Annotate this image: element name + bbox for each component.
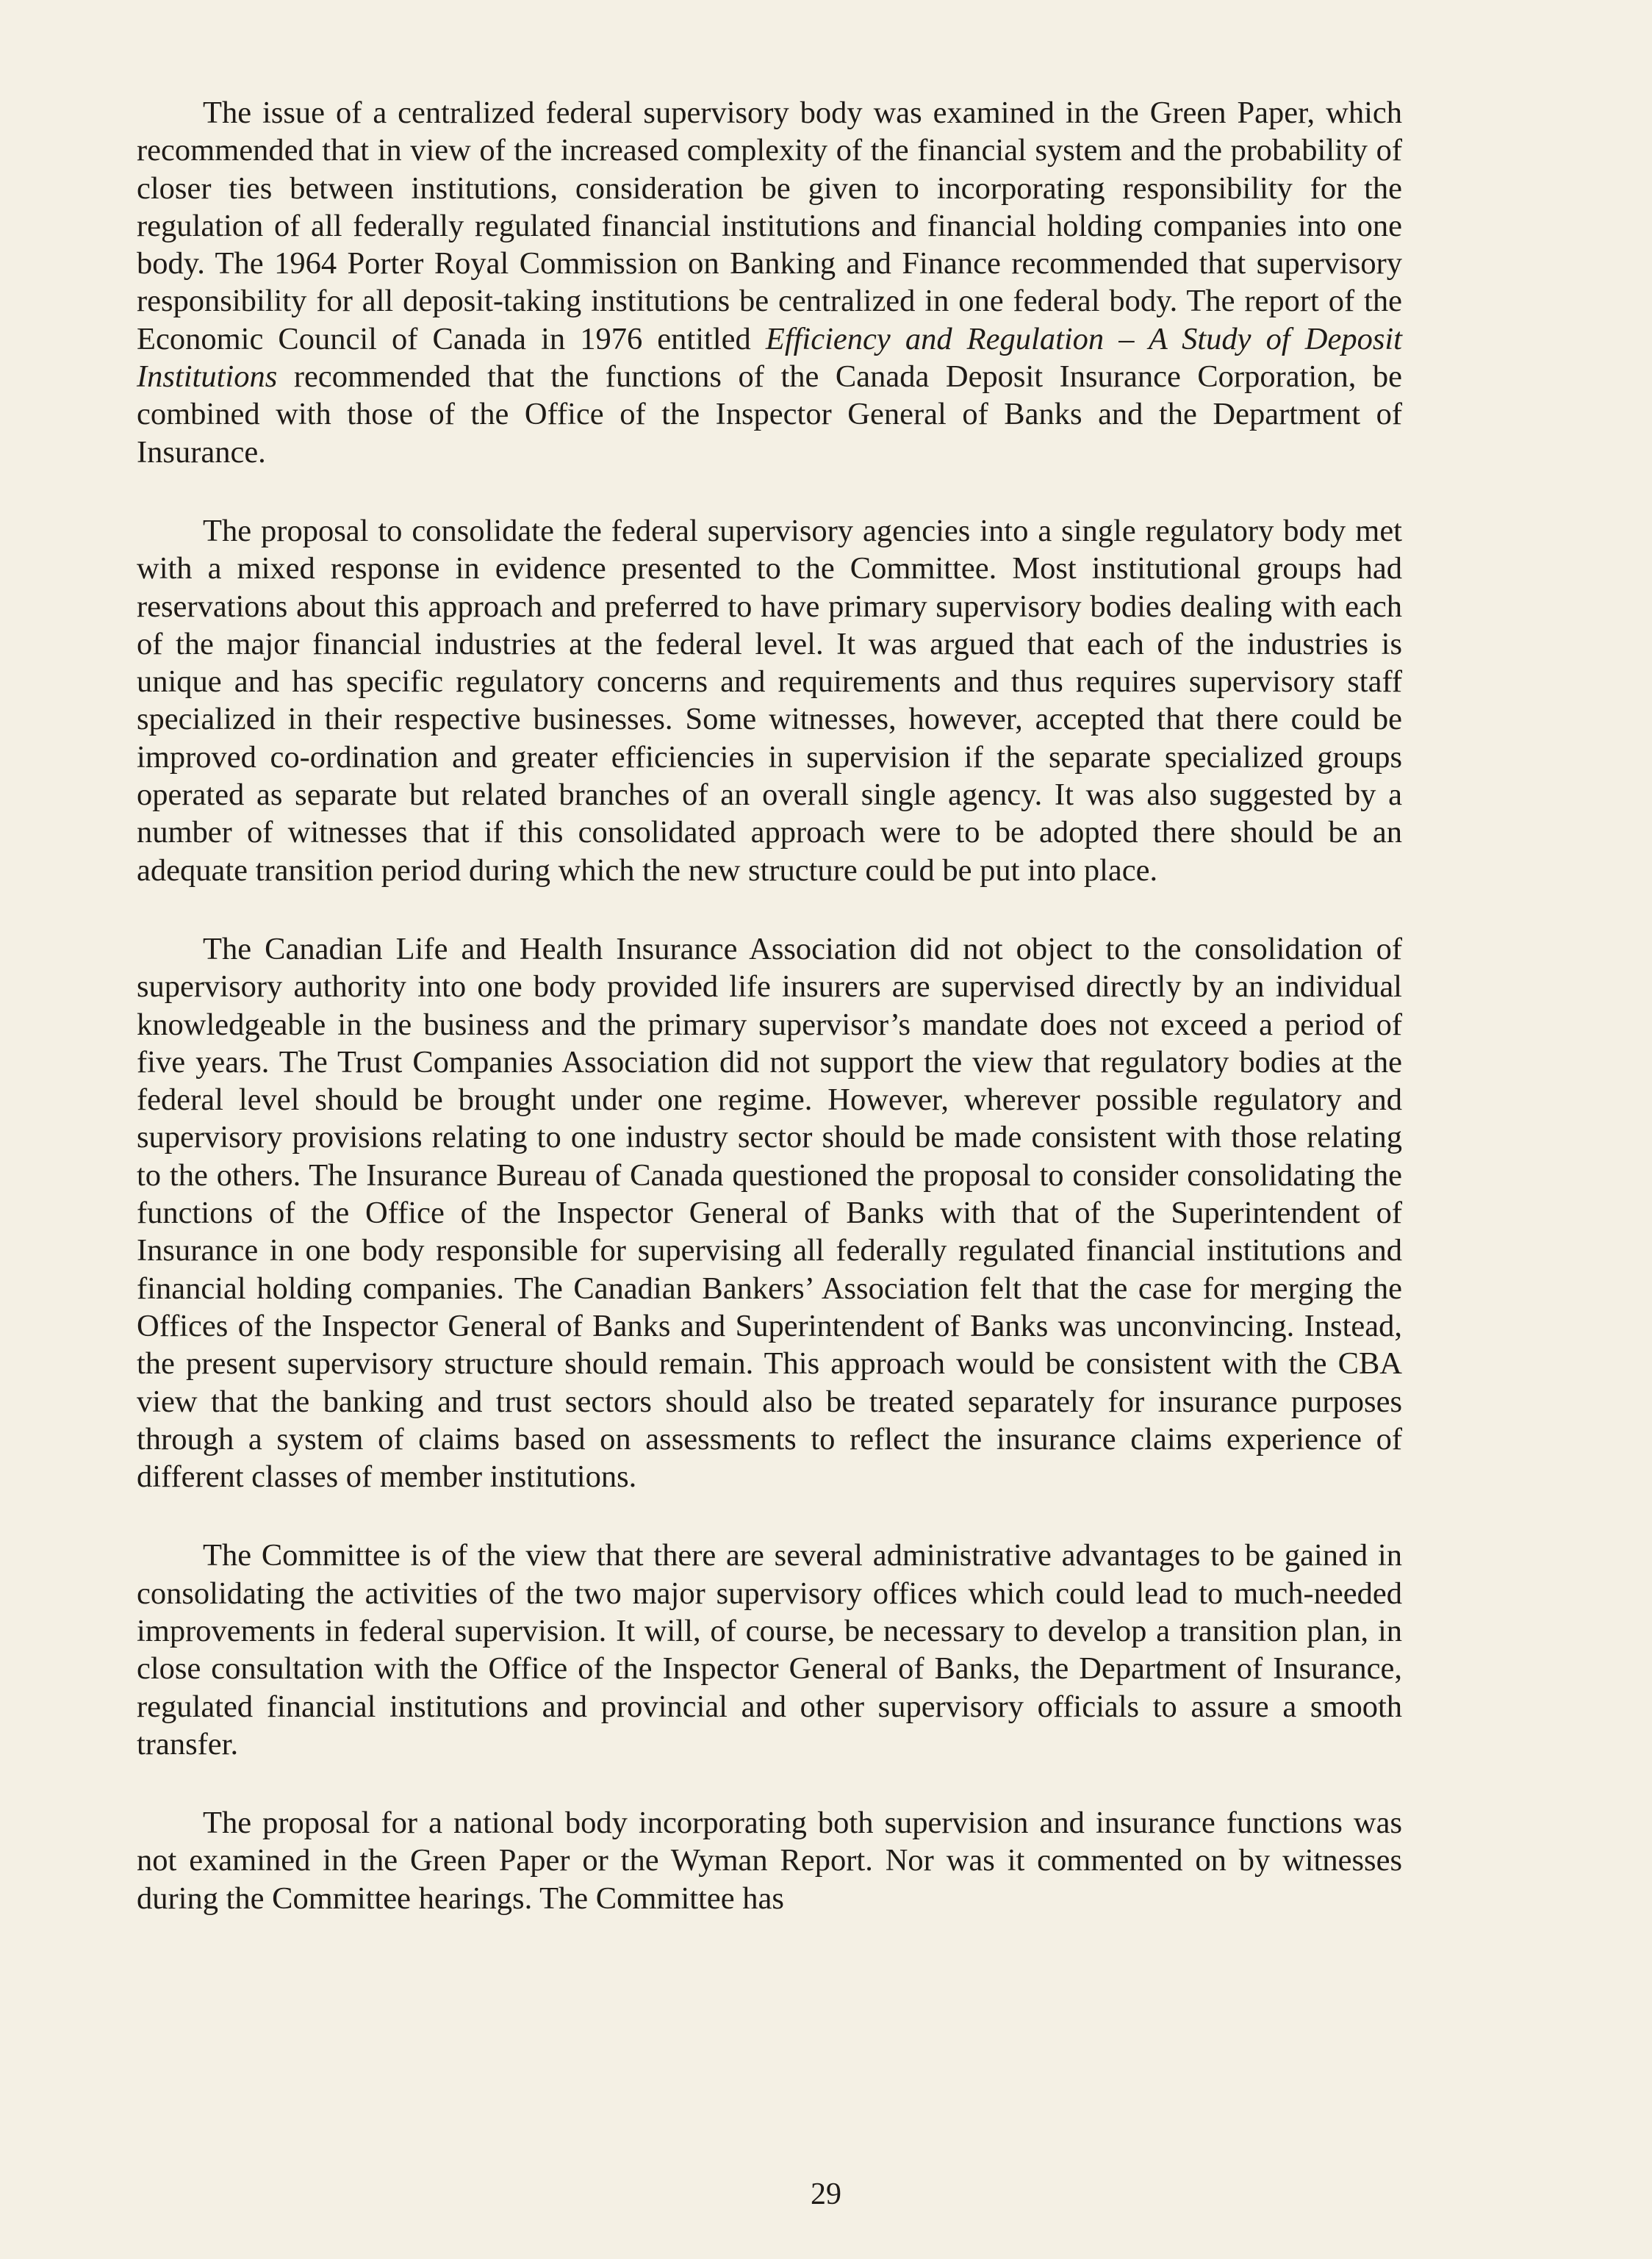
paragraph-3-text: The Canadian Life and Health Insurance Association did not object to the consolidation of supervisory authority into one body provided life insurers are supervised directly by an individual knowledgeable in the business and the primary supervisor’s mandate does not exceed a period of five years. The Trust Companies Association did not support the view that regulatory bodies at the federal level should be brought under one regime. However, wherever possible regulatory and supervisory provisions relating to one industry sector should be made consistent with those relating to the others. The Insurance Bureau of Canada questioned the proposal to consider consolidating the functions of the Office of the Inspector General of Banks with that of the Superintendent of Insurance in one body responsible for supervising all federally regulated financial institutions and financial holding companies. The Canadian Bankers’ Association felt that the case for merging the Offices of the Inspector General of Banks and Superintendent of Banks was unconvincing. Instead, the present supervisory structure should remain. This approach would be consistent with the CBA view that the banking and trust sectors should also be treated separately for insurance purposes through a system of claims based on assessments to reflect the insurance claims experience of different classes of member institutions.: [137, 931, 1402, 1495]
paragraph-2: [137, 512, 1402, 889]
paragraph-4-text: The Committee is of the view that there are several administrative advantages to be gained in consolidating the activities of the two major supervisory offices which could lead to much-needed improvements in federal supervision. It will, of course, be necessary to develop a transition plan, in close consultation with the Office of the Inspector General of Banks, the Department of Insurance, regulated financial institutions and provincial and other supervisory officials to assure a smooth transfer.: [137, 1538, 1402, 1761]
paragraph-2-text: The proposal to consolidate the federal supervisory agencies into a single regulatory body met with a mixed response in evidence presented to the Committee. Most institutional groups had reservations about this approach and preferred to have primary supervisory bodies dealing with each of the major financial industries at the federal level. It was argued that each of the industries is unique and has specific regulatory concerns and requirements and thus requires supervisory staff specialized in their respective businesses. Some witnesses, however, accepted that there could be improved co-ordination and greater efficiencies in supervision if the separate specialized groups operated as separate but related branches of an overall single agency. It was also suggested by a number of witnesses that if this consolidated approach were to be adopted there should be an adequate transition period during which the new structure could be put into place.: [137, 513, 1402, 888]
paragraph-3: [137, 930, 1402, 1495]
paragraph-5-text: The proposal for a national body incorporating both supervision and insurance functions was not examined in the Green Paper or the Wyman Report. Nor was it commented on by witnesses during the Committee hearings. The Committee has: [137, 1806, 1402, 1916]
report-title-italic: Efficiency and Regulation – A Study of Deposit Institutions: [137, 321, 1402, 395]
paragraph-1-text-a: The issue of a centralized federal supervisory body was examined in the Green Paper, which recommended that in view of the increased complexity of the financial system and the probability of closer ties between institutions, consideration be given to incorporating responsibility for the regulation of all federally regulated financial institutions and financial holding companies into one body. The 1964 Porter Royal Commission on Banking and Finance recommended that supervisory responsibility for all deposit-taking institutions be centralized in one federal body. The report of the Economic Council of Canada in 1976 entitled: [137, 96, 1402, 356]
page-number: 29: [811, 2177, 841, 2211]
paragraph-4: [137, 1537, 1402, 1763]
paragraph-1: [137, 94, 1402, 471]
page-body: [137, 94, 1402, 1958]
paragraph-5: [137, 1804, 1402, 1917]
paragraph-1-text-b: recommended that the functions of the Canada Deposit Insurance Corporation, be combined with those of the Office of the Inspector General of Banks and the Department of Insurance.: [137, 359, 1402, 470]
